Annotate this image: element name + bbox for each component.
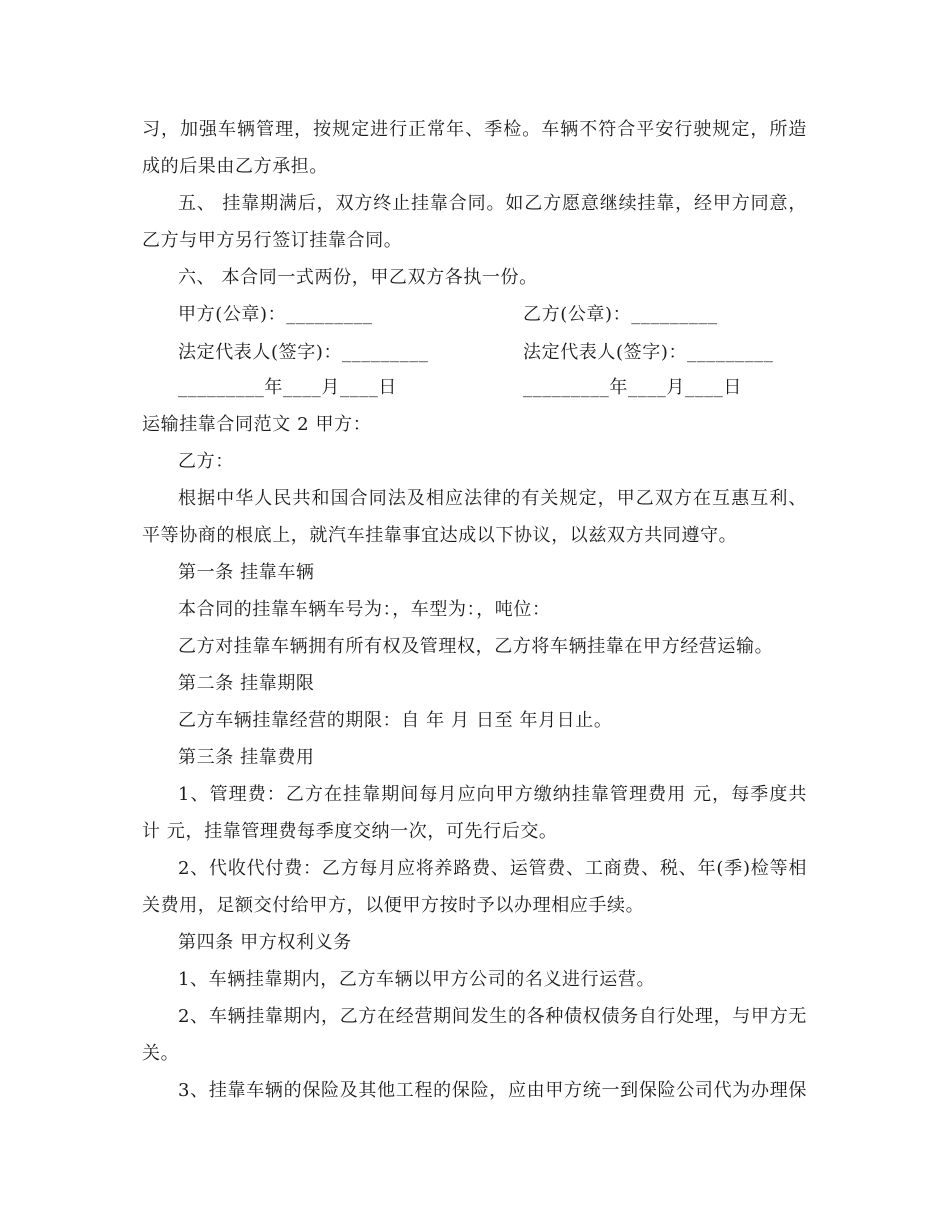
paragraph-line: 关。 xyxy=(142,1043,180,1064)
paragraph-line: 乙方车辆挂靠经营的期限：自 年 月 日至 年月日止。 xyxy=(178,710,613,731)
article-heading: 第二条 挂靠期限 xyxy=(178,673,315,694)
paragraph-line: 3、挂靠车辆的保险及其他工程的保险，应由甲方统一到保险公司代为办理保 xyxy=(178,1080,807,1101)
paragraph-line: 根据中华人民共和国合同法及相应法律的有关规定，甲乙双方在互惠互利、 xyxy=(178,488,807,509)
paragraph-line: 2、车辆挂靠期内，乙方在经营期间发生的各种债权债务自行处理，与甲方无 xyxy=(178,1006,807,1027)
clause-six-line: 六、 本合同一式两份，甲乙双方各执一份。 xyxy=(178,267,538,288)
paragraph-line: 乙方与甲方另行签订挂靠合同。 xyxy=(142,230,403,251)
party-a-seal: 甲方(公章)：_________ xyxy=(178,304,373,325)
paragraph-line: 1、车辆挂靠期内，乙方车辆以甲方公司的名义进行运营。 xyxy=(178,969,656,990)
paragraph-line: 成的后果由乙方承担。 xyxy=(142,156,328,177)
paragraph-line: 习，加强车辆管理，按规定进行正常年、季检。车辆不符合平安行驶规定，所造 xyxy=(142,119,807,140)
paragraph-line: 本合同的挂靠车辆车号为：，车型为：，吨位： xyxy=(178,599,551,620)
paragraph-line: 计 元，挂靠管理费每季度交纳一次，可先行后交。 xyxy=(142,821,558,842)
party-b-seal: 乙方(公章)：_________ xyxy=(523,304,718,325)
section-title: 运输挂靠合同范文 2 甲方： xyxy=(142,414,372,435)
article-heading: 第三条 挂靠费用 xyxy=(178,747,315,768)
party-a-date: _________年____月____日 xyxy=(178,377,397,398)
party-b-date: _________年____月____日 xyxy=(523,377,742,398)
clause-five-line: 五、 挂靠期满后，双方终止挂靠合同。如乙方愿意继续挂靠，经甲方同意， xyxy=(178,193,807,214)
paragraph-line: 平等协商的根底上，就汽车挂靠事宜达成以下协议，以兹双方共同遵守。 xyxy=(142,525,738,546)
article-heading: 第一条 挂靠车辆 xyxy=(178,562,315,583)
paragraph-line: 关费用，足额交付给甲方，以便甲方按时予以办理相应手续。 xyxy=(142,895,645,916)
article-heading: 第四条 甲方权利义务 xyxy=(178,932,352,953)
paragraph-line: 乙方对挂靠车辆拥有所有权及管理权，乙方将车辆挂靠在甲方经营运输。 xyxy=(178,636,774,657)
paragraph-line: 2、代收代付费：乙方每月应将养路费、运管费、工商费、税、年(季)检等相 xyxy=(178,858,807,879)
party-b-label: 乙方： xyxy=(178,451,234,472)
paragraph-line: 1、管理费：乙方在挂靠期间每月应向甲方缴纳挂靠管理费用 元，每季度共 xyxy=(178,784,807,805)
party-a-representative: 法定代表人(签字)：_________ xyxy=(178,342,429,363)
party-b-representative: 法定代表人(签字)：_________ xyxy=(523,342,774,363)
